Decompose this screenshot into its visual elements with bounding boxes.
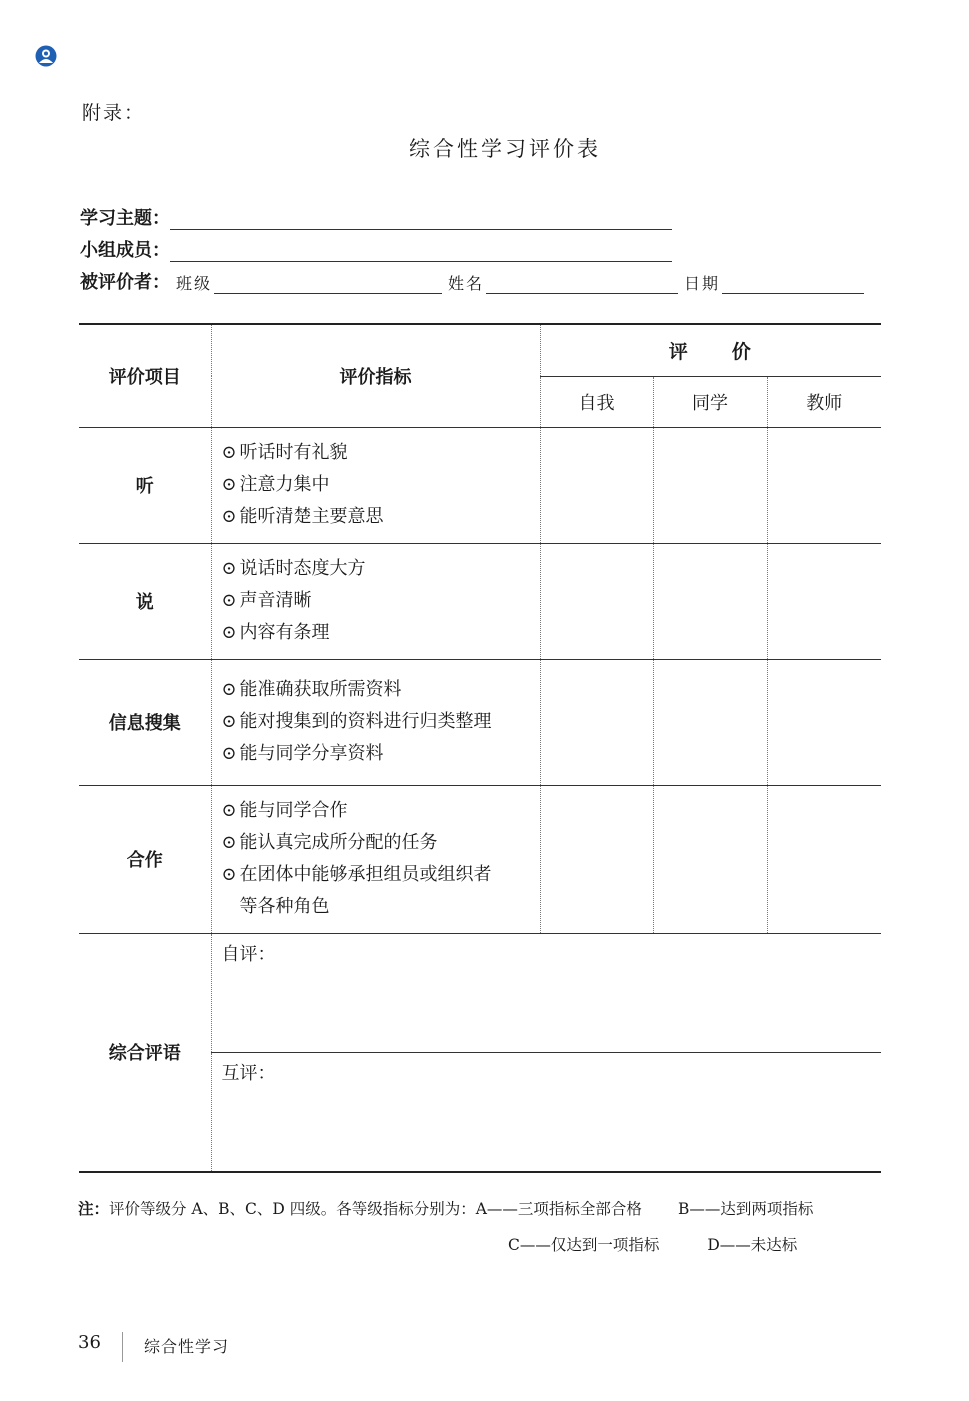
category-cell: 信息搜集 (79, 659, 211, 785)
note-label: 注： (78, 1200, 110, 1218)
self-comment-box[interactable] (211, 933, 881, 1052)
teacher-score-cell[interactable] (767, 785, 881, 933)
name-label: 姓名 (448, 274, 485, 293)
page-title: 综合性学习评价表 (409, 137, 601, 161)
peer-score-cell[interactable] (653, 659, 767, 785)
name-field[interactable] (486, 271, 678, 294)
note-grade-b: B——达到两项指标 (677, 1200, 814, 1218)
indicator-item: 注意力集中 (239, 474, 330, 495)
footer-divider (122, 1332, 123, 1362)
indicator-cell: ⊙ 能与同学合作 ⊙ 能认真完成所分配的任务 ⊙ 在团体中能够承担组员或组织者 等各种角色 (211, 785, 540, 933)
topic-row (80, 200, 672, 230)
indicator-item: 声音清晰 (239, 590, 312, 611)
topic-label: 学习主题： (80, 208, 170, 229)
members-field[interactable] (170, 239, 672, 262)
summary-category-cell: 综合评语 (79, 933, 211, 1172)
header-item: 评价项目 (79, 324, 211, 427)
topic-field[interactable] (170, 207, 672, 230)
peer-score-cell[interactable] (653, 785, 767, 933)
note-grade-d: D——未达标 (707, 1236, 798, 1254)
date-label: 日期 (684, 274, 721, 293)
indicator-cell: ⊙ 听话时有礼貌 ⊙ 注意力集中 ⊙ 能听清楚主要意思 (211, 427, 540, 543)
indicator-item: 听话时有礼貌 (239, 442, 348, 463)
page-number: 36 (78, 1332, 101, 1353)
header-peer: 同学 (653, 376, 767, 427)
self-score-cell[interactable] (540, 427, 653, 543)
header-evaluation: 评 价 (540, 324, 881, 376)
summary-row (79, 933, 881, 1052)
indicator-item: 能与同学分享资料 (239, 743, 384, 764)
indicator-cell: ⊙ 说话时态度大方 ⊙ 声音清晰 ⊙ 内容有条理 (211, 543, 540, 659)
peer-comment-box[interactable] (211, 1052, 881, 1172)
indicator-item: 能听清楚主要意思 (239, 506, 384, 527)
peer-comment-label: 互评： (221, 1062, 276, 1084)
class-label: 班级 (176, 274, 213, 293)
user-circle-icon (34, 44, 58, 68)
peer-score-cell[interactable] (653, 543, 767, 659)
appendix-label: 附录： (82, 102, 146, 124)
indicator-item: 在团体中能够承担组员或组织者 (239, 864, 492, 885)
note-text: 评价等级分 A、B、C、D 四级。各等级指标分别为：A——三项指标全部合格 (109, 1200, 642, 1218)
indicator-item: 能准确获取所需资料 (239, 679, 402, 700)
category-cell: 说 (79, 543, 211, 659)
header-teacher: 教师 (767, 376, 881, 427)
indicator-item: 内容有条理 (239, 622, 330, 643)
evaluatee-label: 被评价者： (80, 272, 170, 293)
table-row (79, 659, 881, 785)
evaluation-table (79, 323, 881, 1173)
members-label: 小组成员： (80, 240, 170, 261)
note-grade-c: C——仅达到一项指标 (508, 1236, 660, 1254)
indicator-item: 说话时态度大方 (239, 558, 366, 579)
members-row (80, 232, 672, 262)
teacher-score-cell[interactable] (767, 427, 881, 543)
self-comment-label: 自评： (221, 943, 276, 965)
header-self: 自我 (540, 376, 653, 427)
indicator-item: 能对搜集到的资料进行归类整理 (239, 711, 492, 732)
teacher-score-cell[interactable] (767, 543, 881, 659)
class-field[interactable] (214, 271, 442, 294)
category-cell: 合作 (79, 785, 211, 933)
indicator-item: 能认真完成所分配的任务 (239, 832, 438, 853)
indicator-item-continued: 等各种角色 (239, 896, 330, 917)
indicator-item: 能与同学合作 (239, 800, 348, 821)
peer-score-cell[interactable] (653, 427, 767, 543)
date-field[interactable] (722, 271, 864, 294)
self-score-cell[interactable] (540, 785, 653, 933)
self-score-cell[interactable] (540, 543, 653, 659)
table-row (79, 427, 881, 543)
grading-note-continued (508, 1233, 797, 1255)
table-row (79, 785, 881, 933)
header-indicator: 评价指标 (211, 324, 540, 427)
self-score-cell[interactable] (540, 659, 653, 785)
indicator-cell: ⊙ 能准确获取所需资料 ⊙ 能对搜集到的资料进行归类整理 ⊙ 能与同学分享资料 (211, 659, 540, 785)
footer-section: 综合性学习 (144, 1337, 230, 1356)
teacher-score-cell[interactable] (767, 659, 881, 785)
category-cell: 听 (79, 427, 211, 543)
grading-note (78, 1197, 813, 1219)
table-row (79, 543, 881, 659)
evaluatee-row (80, 264, 864, 294)
